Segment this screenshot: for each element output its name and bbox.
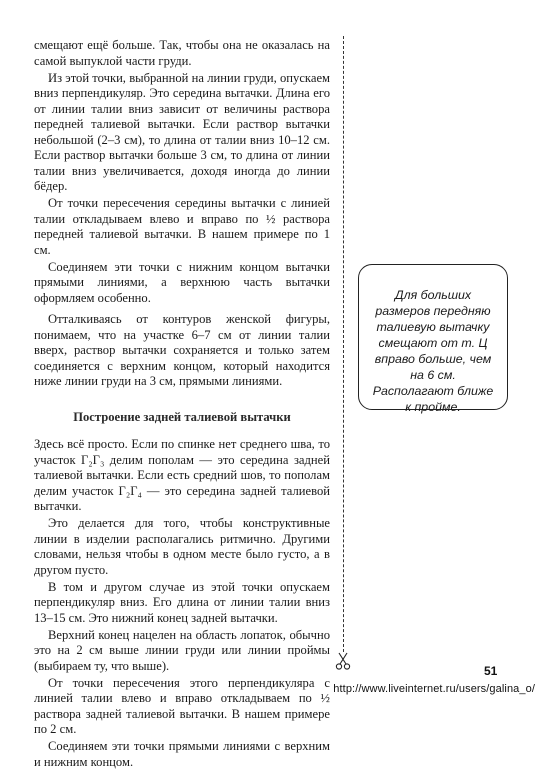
side-note-box	[358, 264, 508, 414]
paragraph: Из этой точки, выбранной на линии груди, опускаем вниз перпендикуляр. Это середина вытачки. Длина его от линии талии вниз зависит от величины раствора передней талиевой вытачки. Если раствор вытачки небольшой (2–3 см), то длина от талии вниз 10–12 см. Если раствор вытачки больше 3 см, то длина от линии талии вниз увеличивается, доходя иногда до линии бёдер.	[34, 70, 330, 193]
paragraph: От точки пересечения середины вытачки с линией талии откладываем влево и вправо по ½ раствора передней талиевой вытачки. В нашем примере по 1 см.	[34, 196, 330, 257]
scissors-icon	[335, 652, 351, 670]
paragraph: Отталкиваясь от контуров женской фигуры, понимаем, что на участке 6–7 см от линии талии вверх, раствор вытачки сохраняется и только затем соединяется с верхним концом, который находится ниже линии груди на 3 см, прямыми линиями.	[34, 312, 330, 388]
paragraph: Это делается для того, чтобы конструктивные линии в изделии располагались ритмично. Другими словами, нельзя чтобы в одном месте было густо, а в другом пусто.	[34, 516, 330, 577]
paragraph: Здесь всё просто. Если по спинке нет среднего шва, то участок Г₂Г₃ делим пополам — это середина задней талиевой вытачки. Если есть средний шов, то пополам делим участок Г₂Г₄ — это середина задней талиевой вытачки.	[34, 437, 330, 513]
paragraph: Соединяем эти точки прямыми линиями с верхним и нижним концом.	[34, 739, 330, 769]
dashed-divider	[343, 36, 344, 652]
paragraph: Соединяем эти точки с нижним концом вытачки прямыми линиями, а верхнюю часть вытачки оформляем особенно.	[34, 259, 330, 305]
paragraph: В том и другом случае из этой точки опускаем перпендикуляр вниз. Его длина от линии талии вниз 13–15 см. Это нижний конец задней вытачки.	[34, 579, 330, 625]
main-text-column	[34, 38, 330, 772]
source-url-watermark: http://www.liveinternet.ru/users/galina_o/	[333, 683, 535, 695]
side-note-text: Для больших размеров передняю талиевую вытачку смещают от т. Ц вправо больше, чем на 6 см. Располагают ближе к пройме.	[372, 288, 494, 414]
page-number: 51	[484, 664, 498, 678]
paragraph: От точки пересечения этого перпендикуляра с линией талии влево и вправо откладываем по ½ раствора задней талиевой вытачки. В нашем примере по 2 см.	[34, 675, 330, 736]
paragraph: смещают ещё больше. Так, чтобы она не оказалась на самой выпуклой части груди.	[34, 38, 330, 68]
paragraph: Верхний конец нацелен на область лопаток, обычно это на 2 см выше линии груди или линии проймы (выбираем ту, что выше).	[34, 627, 330, 673]
section-heading: Построение задней талиевой вытачки	[73, 409, 291, 424]
